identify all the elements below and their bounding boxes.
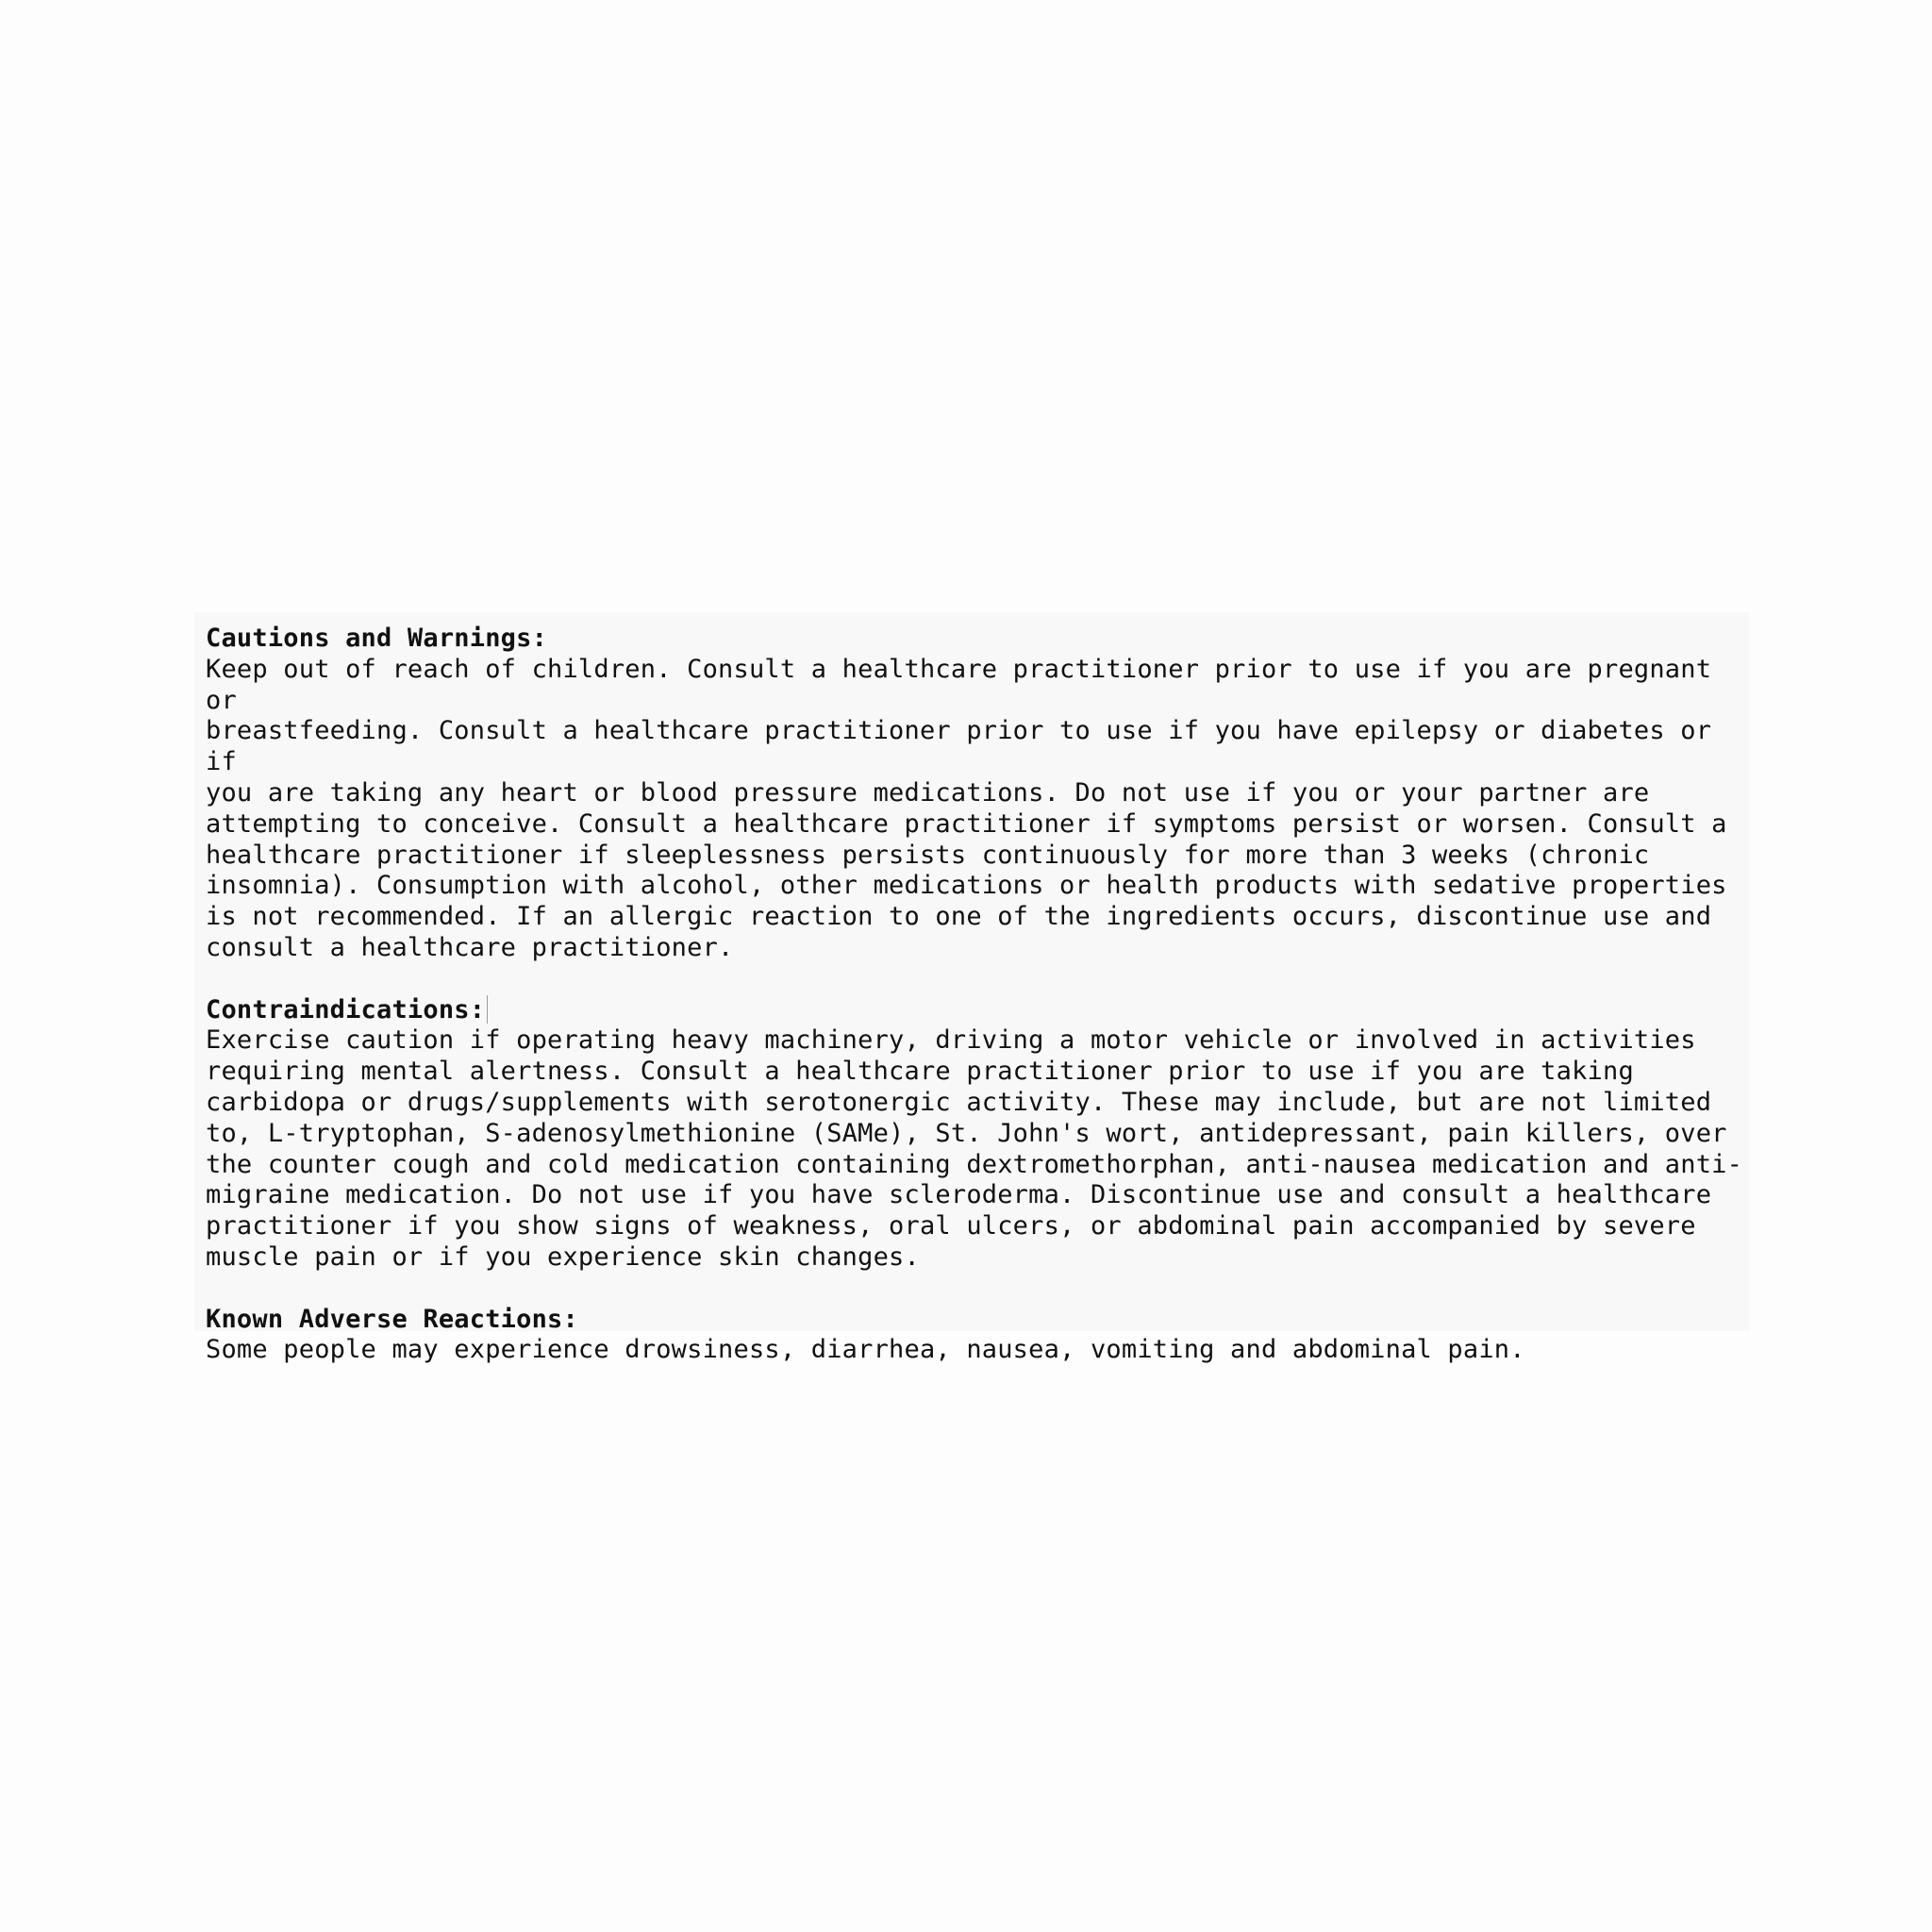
section-known-adverse-reactions: [206, 1305, 1749, 1367]
contraindications-body: Exercise caution if operating heavy machinery, driving a motor vehicle or involved in activities requiring mental alertness. Consult a healthcare practitioner prior to use if you are taking carbidopa or drugs/supplements with serotonergic activity. These may include, but are not limited to, L-tryptophan, S-adenosylmethionine (SAMe), St. John's wort, antidepressant, pain killers, over the counter cough and cold medication containing dextromethorphan, anti-nausea medication and anti- migraine medication. Do not use if you have scleroderma. Discontinue use and consult a healthcare practitioner if you show signs of weakness, oral ulcers, or abdominal pain accompanied by severe muscle pain or if you experience skin changes.: [206, 1025, 1743, 1272]
section-contraindications: [206, 995, 1749, 1274]
contraindications-heading-line: [206, 995, 1749, 1026]
contraindications-heading: Contraindications:: [206, 994, 486, 1024]
section-gap: [206, 1274, 1749, 1305]
section-gap: [206, 964, 1749, 995]
adverse-reactions-heading: Known Adverse Reactions:: [206, 1304, 578, 1334]
cautions-body: Keep out of reach of children. Consult a healthcare practitioner prior to use if you are pregnant or breastfeeding. Consult a healthcare practitioner prior to use if you have epilepsy or diabetes or if you are taking any heart or blood pressure medications. Do not use if you or your partner are attempting to conceive. Consult a healthcare practitioner if symptoms persist or worsen. Consult a healthcare practitioner if sleeplessness persists continuously for more than 3 weeks (chronic insomnia). Consumption with alcohol, other medications or health products with sedative properties is not recommended. If an allergic reaction to one of the ingredients occurs, discontinue use and consult a healthcare practitioner.: [206, 654, 1727, 962]
section-cautions-and-warnings: [206, 624, 1749, 964]
adverse-reactions-body: Some people may experience drowsiness, diarrhea, nausea, vomiting and abdominal pain.: [206, 1335, 1525, 1365]
text-caret: [487, 995, 488, 1024]
cautions-heading: Cautions and Warnings:: [206, 624, 548, 653]
text-panel[interactable]: [194, 612, 1749, 1365]
